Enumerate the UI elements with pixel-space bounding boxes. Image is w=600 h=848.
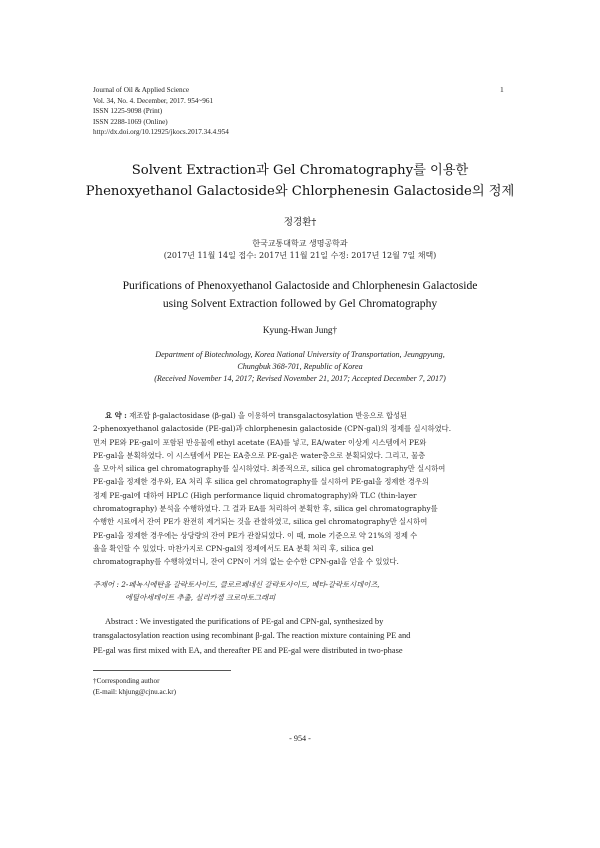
journal-issn-print: ISSN 1225-9098 (Print) bbox=[93, 107, 163, 115]
abstract-english-label: Abstract : bbox=[105, 617, 138, 626]
footnote-divider bbox=[93, 670, 231, 671]
footer-page-number: - 954 - bbox=[289, 734, 311, 743]
author-korean: 정경환† bbox=[283, 217, 317, 228]
abstract-korean-line: PE-gal을 정제한 경우와, EA 처리 후 silica gel chromatography를 실시하여 PE-gal을 정제한 경우의 bbox=[93, 477, 429, 487]
affiliation-english-line: Chungbuk 368-701, Republic of Korea bbox=[237, 361, 363, 371]
abstract-english-line bbox=[93, 615, 507, 629]
abstract-korean-line: chromatography를 수행하였더니, 잔여 CPN이 거의 없는 순수한 CPN-gal을 얻을 수 있었다. bbox=[93, 557, 399, 567]
keywords-korean-line bbox=[93, 578, 507, 591]
journal-name: Journal of Oil & Applied Science bbox=[93, 86, 190, 94]
title-korean bbox=[60, 160, 540, 202]
title-english-line: using Solvent Extraction followed by Gel Chromatography bbox=[162, 297, 438, 310]
affiliation-english bbox=[0, 349, 600, 384]
affiliation-english-line: Department of Biotechnology, Korea National University of Transportation, Jeungpyung, bbox=[155, 350, 445, 359]
journal-info bbox=[93, 85, 393, 138]
abstract-korean-line: 수행한 시료에서 잔여 PE가 완전히 제거되는 것을 관찰하였고, silica gel chromatography만 실시하여 bbox=[93, 517, 428, 527]
abstract-korean-line bbox=[93, 409, 507, 422]
affiliation-korean-line: 한국교통대학교 생명공학과 bbox=[252, 239, 348, 248]
received-dates-english: (Received November 14, 2017; Revised November 21, 2017; Accepted December 7, 2017) bbox=[154, 373, 446, 383]
title-korean-line: Solvent Extraction과 Gel Chromatography를 이용한 bbox=[131, 163, 469, 178]
abstract-korean-line: 2-phenoxyethanol galactoside (PE-gal)과 chlorphenesin galactoside (CPN-gal)의 정제를 실시하였다. bbox=[93, 424, 452, 434]
abstract-korean-line: 을 모아서 silica gel chromatography를 실시하였다. 최종적으로, silica gel chromatography만 실시하여 bbox=[93, 464, 446, 474]
title-english bbox=[40, 277, 560, 313]
abstract-korean-label: 요 약 : bbox=[105, 411, 127, 420]
abstract-korean bbox=[93, 409, 507, 569]
abstract-english bbox=[93, 615, 507, 658]
title-korean-line: Phenoxyethanol Galactoside와 Chlorphenesin Galactoside의 정제 bbox=[85, 184, 515, 199]
affiliation-korean bbox=[0, 238, 600, 262]
keywords-korean-label: 주제어 : bbox=[93, 580, 119, 589]
journal-doi: http://dx.doi.org/10.12925/jkocs.2017.34.4.954 bbox=[93, 128, 229, 136]
journal-volume: Vol. 34, No. 4. December, 2017. 954~961 bbox=[93, 96, 214, 105]
title-english-line: Purifications of Phenoxyethanol Galactoside and Chlorphenesin Galactoside bbox=[122, 279, 478, 292]
corresponding-author-email: (E-mail: khjung@cjnu.ac.kr) bbox=[93, 687, 177, 696]
corresponding-author-note: †Corresponding author bbox=[93, 677, 160, 685]
keywords-korean bbox=[93, 578, 507, 605]
abstract-english-line: PE-gal was first mixed with EA, and thereafter PE and PE-gal were distributed in two-phase bbox=[93, 645, 403, 655]
abstract-korean-line: PE-gal을 분획하였다. 이 시스템에서 PE는 EA층으로 PE-gal은 water층으로 분획되었다. 그리고, 물층 bbox=[93, 450, 426, 460]
abstract-korean-line: 율을 확인할 수 있었다. 마찬가지로 CPN-gal의 정제에서도 EA 분획 처리 후, silica gel bbox=[93, 543, 374, 553]
journal-issn-online: ISSN 2288-1069 (Online) bbox=[93, 117, 168, 126]
abstract-english-text: We investigated the purifications of PE-gal and CPN-gal, synthesized by bbox=[139, 617, 384, 626]
abstract-korean-text: 재조합 β-galactosidase (β-gal) 을 이용하여 transgalactosylation 반응으로 합성된 bbox=[129, 411, 408, 420]
abstract-english-line: transgalactosylation reaction using recombinant β-gal. The reaction mixture containing PE and bbox=[93, 631, 411, 641]
keywords-korean-text: 2-페녹시에탄올 갈락토사이드, 클로르페네신 갈락토사이드, 베타-갈락토시데이즈, bbox=[121, 580, 380, 589]
header-page-number: 1 bbox=[500, 85, 504, 94]
abstract-korean-line: 먼저 PE와 PE-gal이 포함된 반응물에 ethyl acetate (EA)를 넣고, EA/water 이상계 시스템에서 PE와 bbox=[93, 437, 427, 447]
abstract-korean-line: PE-gal을 정제한 경우에는 상당량의 잔여 PE가 관찰되었다. 이 때, mole 기준으로 약 21%의 정제 수 bbox=[93, 530, 418, 540]
author-english: Kyung-Hwan Jung† bbox=[262, 325, 338, 335]
footnote bbox=[93, 676, 393, 697]
abstract-korean-line: 정제 PE-gal에 대하여 HPLC (High performance liquid chromatography)와 TLC (thin-layer bbox=[93, 490, 417, 500]
keywords-korean-line: 에틸아세테이트 추출, 실리카겔 크로마토그래피 bbox=[125, 593, 276, 603]
abstract-korean-line: chromatography) 분석을 수행하였다. 그 결과 EA를 처리하여 분획한 후, silica gel chromatography를 bbox=[93, 504, 438, 514]
received-dates-korean: (2017년 11월 14일 접수: 2017년 11월 21일 수정: 2017년 12월 7일 채택) bbox=[163, 251, 437, 260]
